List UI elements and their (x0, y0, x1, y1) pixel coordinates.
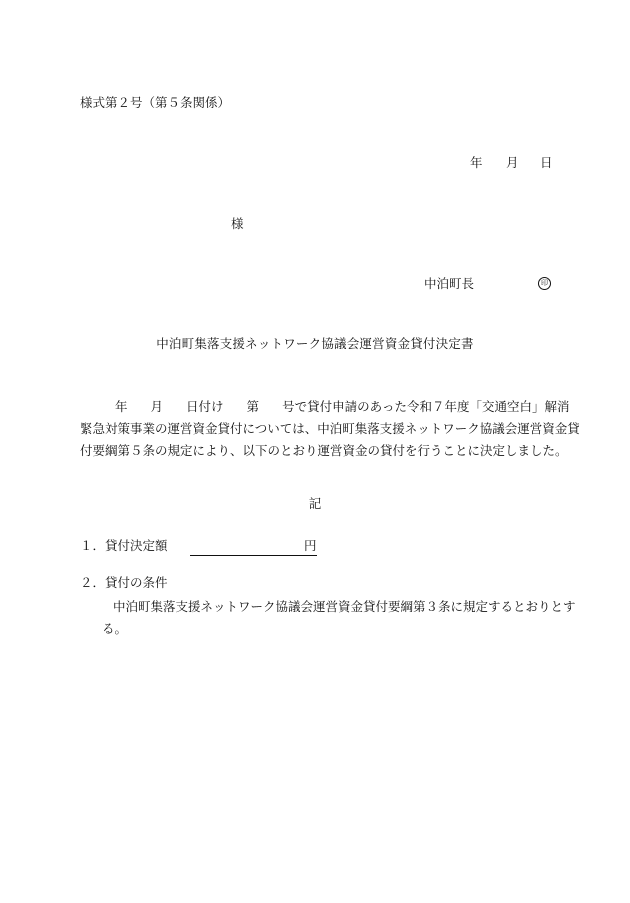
body-year: 年 (115, 399, 128, 414)
date-day: 日 (540, 155, 553, 170)
ki-heading: 記 (308, 496, 322, 511)
date-month: 月 (506, 155, 519, 170)
amount-unit: 円 (304, 538, 317, 553)
item2-label: ２．貸付の条件 (80, 575, 168, 590)
body-line-2: 緊急対策事業の運営資金貸付については、中泊町集落支援ネットワーク協議会運営資金貸 (80, 421, 580, 436)
item2-line-2: る。 (102, 621, 128, 636)
item1-label: １．貸付決定額 (80, 538, 168, 553)
body-line-3: 付要綱第５条の規定により、以下のとおり運営資金の貸付を行うことに決定しました。 (80, 443, 568, 458)
body-no: 第 (246, 399, 260, 414)
form-number: 様式第２号（第５条関係） (80, 95, 231, 110)
body-line-1-rest: 号で貸付申請のあった令和７年度「交通空白」解消 (282, 399, 570, 414)
seal-icon: 印 (538, 277, 551, 290)
item-loan-amount (80, 540, 317, 556)
document-title: 中泊町集落支援ネットワーク協議会運営資金貸付決定書 (156, 336, 474, 351)
addressee: 様 (231, 216, 244, 231)
loan-amount-field[interactable] (190, 540, 317, 556)
body-line-1 (80, 396, 570, 418)
item-loan-conditions (80, 596, 576, 640)
date-year: 年 (470, 155, 483, 170)
issuer-title: 中泊町長 (424, 276, 475, 291)
body-dated: 日付け (186, 399, 224, 414)
body-month: 月 (150, 399, 164, 414)
body-paragraph (80, 396, 580, 462)
item2-line-1: 中泊町集落支援ネットワーク協議会運営資金貸付要綱第３条に規定するとおりとす (113, 599, 576, 614)
